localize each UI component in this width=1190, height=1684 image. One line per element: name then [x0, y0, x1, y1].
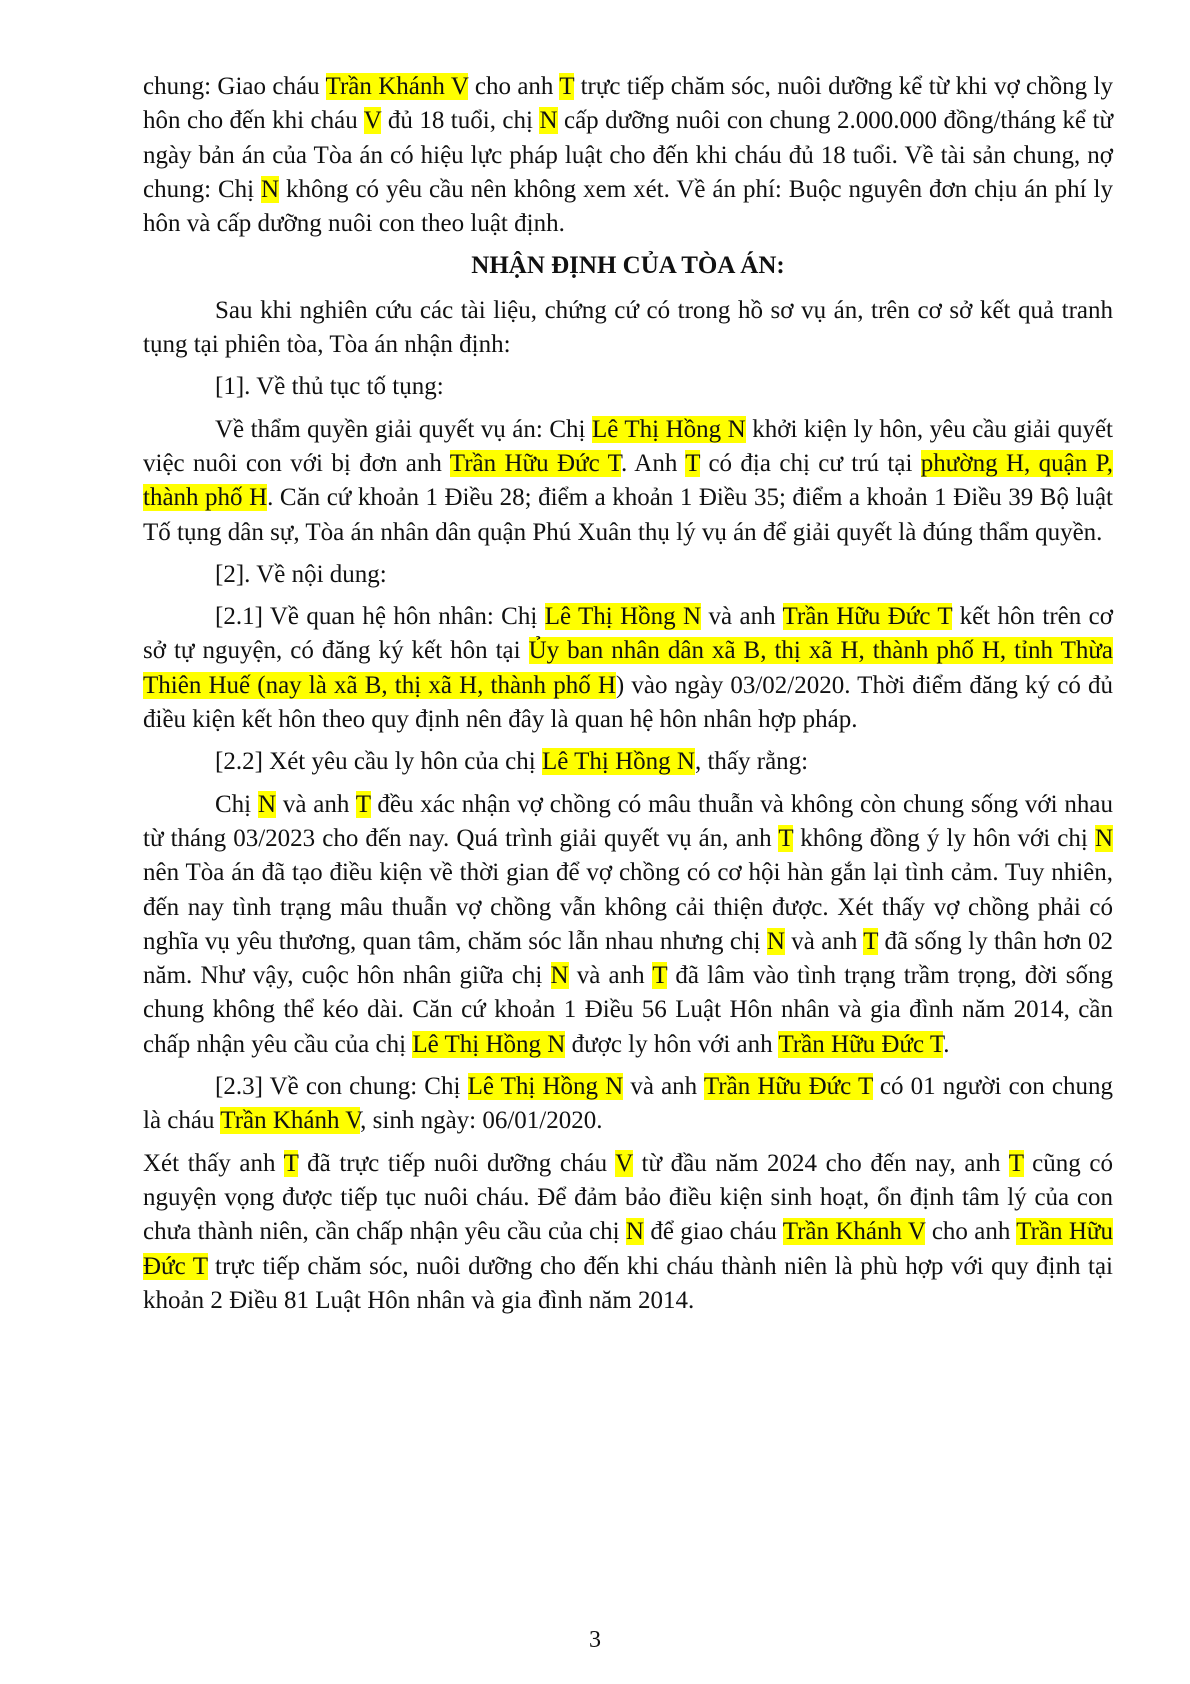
text-run: có địa chị cư trú tại — [700, 449, 921, 477]
text-run: trực tiếp chăm sóc, nuôi dưỡng kể từ khi vợ chồng ly hôn cho đến khi cháu — [143, 73, 1113, 135]
highlighted-name: T — [355, 790, 371, 818]
text-run: [2.2] Xét yêu cầu ly hôn của chị — [215, 748, 542, 776]
text-run: cho anh — [468, 73, 560, 100]
highlighted-name: T — [652, 962, 668, 990]
section-heading — [143, 249, 1113, 283]
highlighted-name: N — [1094, 824, 1113, 852]
highlighted-name: T — [778, 824, 794, 852]
page-number: 3 — [589, 1627, 601, 1653]
paragraph — [143, 558, 1113, 592]
paragraph — [143, 600, 1113, 737]
text-run: và anh — [568, 962, 653, 990]
highlighted-name: V — [615, 1149, 633, 1177]
highlighted-name: N — [539, 107, 558, 135]
highlighted-name: phường H, quận P, thành phố H — [143, 449, 1113, 512]
text-run: Xét thấy anh — [143, 1149, 284, 1177]
text-run: đều xác nhận vợ chồng có mâu thuẫn và không còn chung sống với nhau từ tháng 03/2023 cho đến nay. Quá trình giải quyết vụ án, anh — [143, 790, 1113, 852]
paragraph — [143, 1070, 1113, 1139]
highlighted-name: V — [363, 107, 382, 135]
text-run: Chị — [215, 790, 258, 818]
paragraph — [143, 294, 1113, 363]
text-run: cấp dưỡng nuôi con chung 2.000.000 đồng/tháng kể từ ngày bản án của Tòa án có hiệu lực pháp luật cho đến khi cháu đủ 18 tuổi. Về tài sản chung, nợ chung: Chị — [143, 107, 1113, 203]
highlighted-name: Lê Thị Hồng N — [467, 1073, 624, 1101]
text-run: cũng có nguyện vọng được tiếp tục nuôi cháu. Để đảm bảo điều kiện sinh hoạt, ổn định tâm lý của con chưa thành niên, cần chấp nhận yêu cầu của chị — [143, 1149, 1113, 1246]
text-run: [1]. Về thủ tục tố tụng: — [215, 373, 444, 401]
text-run: đã sống ly thân hơn 02 năm. Như vậy, cuộc hôn nhân giữa chị — [143, 927, 1113, 990]
highlighted-name: T — [863, 927, 879, 955]
highlighted-name: Lê Thị Hồng N — [412, 1030, 566, 1058]
text-run: khởi kiện ly hôn, yêu cầu giải quyết việc nuôi con với bị đơn anh — [143, 415, 1113, 477]
highlighted-name: Lê Thị Hồng N — [544, 603, 702, 631]
text-run: , thấy rằng: — [694, 748, 809, 776]
text-run: . Anh — [621, 449, 686, 477]
highlighted-name: N — [550, 962, 569, 990]
text-run: chung: Giao cháu — [143, 73, 326, 100]
paragraph — [143, 1147, 1113, 1318]
highlighted-name: Trần Hữu Đức T — [143, 1218, 1113, 1280]
text-run: đủ 18 tuổi, chị — [381, 107, 540, 135]
highlighted-name: Lê Thị Hồng N — [591, 415, 746, 443]
highlighted-name: N — [257, 790, 277, 818]
text-run: kết hôn trên cơ sở tự nguyện, có đăng ký kết hôn tại — [143, 603, 1113, 665]
highlighted-name: Ủy ban nhân dân xã B, thị xã H, thành phố H, tỉnh Thừa Thiên Huế (nay là xã B, thị xã H, thành phố H — [143, 637, 1114, 699]
text-run: [2.3] Về con chung: Chị — [215, 1073, 468, 1101]
text-run: [2.1] Về quan hệ hôn nhân: Chị — [215, 603, 545, 631]
highlighted-name: N — [766, 927, 785, 955]
text-run: Về thẩm quyền giải quyết vụ án: Chị — [215, 415, 592, 443]
highlighted-name: Trần Khánh V — [782, 1218, 926, 1246]
text-run: đã trực tiếp nuôi dưỡng cháu — [298, 1149, 616, 1177]
text-run: từ đầu năm 2024 cho đến nay, anh — [632, 1149, 1009, 1177]
highlighted-name: N — [261, 175, 280, 203]
text-run: [2]. Về nội dung: — [215, 560, 387, 588]
highlighted-name: T — [559, 73, 575, 100]
text-run: và anh — [276, 790, 356, 818]
paragraph — [143, 745, 1113, 779]
text-run: và anh — [784, 927, 864, 955]
text-run: Sau khi nghiên cứu các tài liệu, chứng cứ có trong hồ sơ vụ án, trên cơ sở kết quả tranh tụng tại phiên tòa, Tòa án nhận định: — [143, 296, 1113, 359]
text-run: và anh — [623, 1073, 704, 1101]
text-run: ) vào ngày 03/02/2020. Thời điểm đăng ký có đủ điều kiện kết hôn theo quy định nên đây là quan hệ hôn nhân hợp pháp. — [143, 671, 1114, 734]
highlighted-name: T — [1008, 1149, 1024, 1177]
document-body — [143, 70, 1113, 1326]
highlighted-name: T — [685, 449, 701, 477]
text-run: . Căn cứ khoản 1 Điều 28; điểm a khoản 1 Điều 35; điểm a khoản 1 Điều 39 Bộ luật Tố tụng dân sự, Tòa án nhân dân quận Phú Xuân thụ lý vụ án để giải quyết là đúng thẩm quyền. — [143, 484, 1113, 546]
text-run: trực tiếp chăm sóc, nuôi dưỡng cho đến khi cháu thành niên là phù hợp với quy định tại khoản 2 Điều 81 Luật Hôn nhân và gia đình năm 2014. — [143, 1252, 1113, 1314]
text-run: không có yêu cầu nên không xem xét. Về án phí: Buộc nguyên đơn chịu án phí ly hôn và cấp dưỡng nuôi con theo luật định. — [143, 175, 1113, 238]
text-run: . — [943, 1030, 950, 1058]
paragraph-continuation — [143, 70, 1113, 241]
text-run: NHẬN ĐỊNH CỦA TÒA ÁN: — [471, 252, 785, 280]
highlighted-name: Lê Thị Hồng N — [541, 748, 695, 776]
highlighted-name: Trần Hữu Đức T — [782, 603, 953, 631]
highlighted-name: Trần Hữu Đức T — [703, 1073, 873, 1101]
text-run: cho anh — [925, 1218, 1017, 1246]
text-run: , sinh ngày: 06/01/2020. — [360, 1107, 603, 1135]
highlighted-name: T — [283, 1149, 299, 1177]
paragraph — [143, 370, 1113, 404]
highlighted-name: Trần Hữu Đức T — [778, 1030, 944, 1058]
highlighted-name: N — [625, 1218, 644, 1246]
highlighted-name: Trần Hữu Đức T — [449, 449, 622, 477]
text-run: để giao cháu — [643, 1218, 783, 1246]
paragraph — [143, 788, 1113, 1062]
text-run: nên Tòa án đã tạo điều kiện về thời gian để vợ chồng có cơ hội hàn gắn lại tình cảm. Tuy nhiên, đến nay tình trạng mâu thuẫn vợ chồng vẫn không cải thiện được. Xét thấy vợ chồng phải có nghĩa vụ yêu thương, quan tâm, chăm sóc lẫn nhau nhưng chị — [143, 859, 1113, 955]
text-run: được ly hôn với anh — [565, 1030, 779, 1058]
text-run: có 01 người con chung là cháu — [143, 1073, 1113, 1135]
paragraph — [143, 413, 1113, 550]
text-run: đã lâm vào tình trạng trầm trọng, đời sống chung không thể kéo dài. Căn cứ khoản 1 Điều 56 Luật Hôn nhân và gia đình năm 2014, cần chấp nhận yêu cầu của chị — [143, 962, 1113, 1058]
text-run: và anh — [701, 603, 783, 631]
highlighted-name: Trần Khánh V — [220, 1107, 361, 1135]
highlighted-name: Trần Khánh V — [325, 73, 469, 100]
text-run: không đồng ý ly hôn với chị — [793, 824, 1095, 852]
